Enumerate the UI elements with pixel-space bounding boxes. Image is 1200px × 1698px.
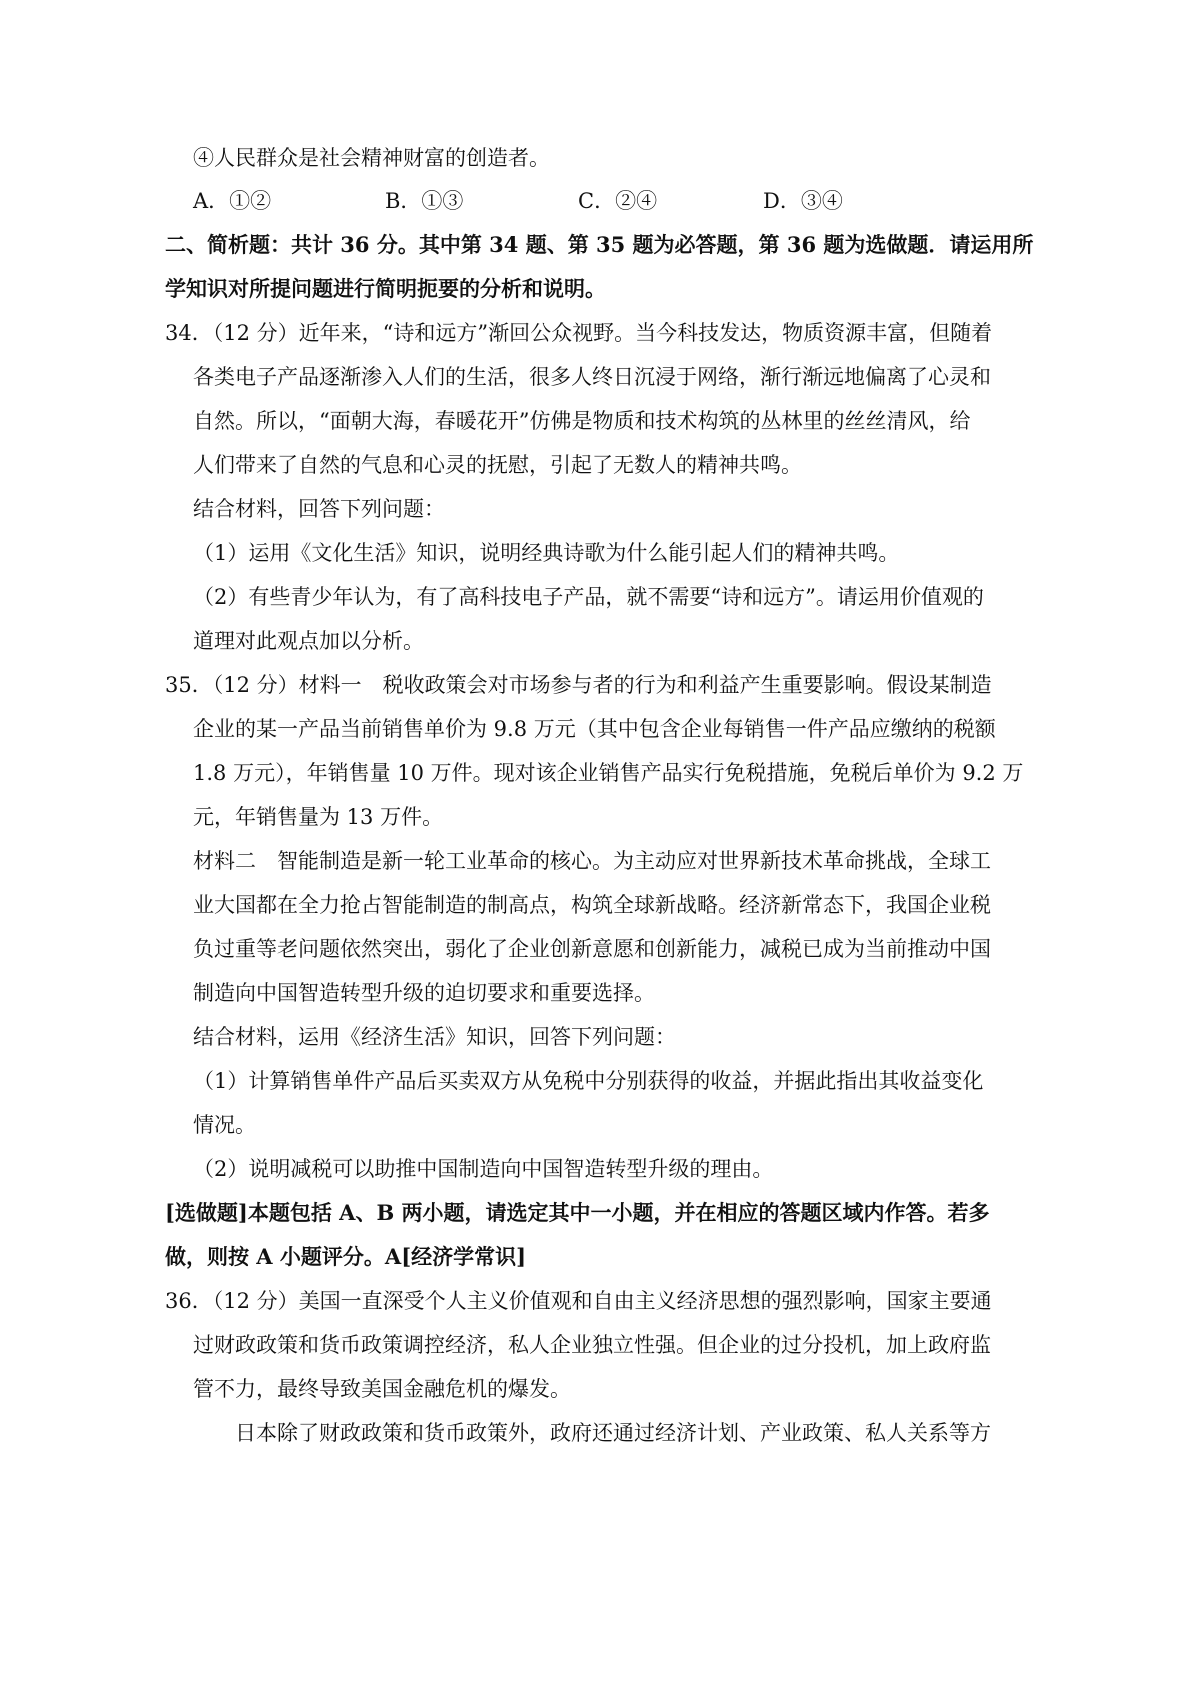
q35-sub2: （2）说明减税可以助推中国制造向中国智造转型升级的理由。 [193,1157,774,1181]
q35-prompt: 结合材料，运用《经济生活》知识，回答下列问题： [193,1025,676,1049]
q35-line4: 元，年销售量为 13 万件。 [193,805,444,829]
q35-material2-line1: 材料二 智能制造是新一轮工业革命的核心。为主动应对世界新技术革命挑战，全球工 [193,849,991,873]
q36-line3: 管不力，最终导致美国金融危机的爆发。 [193,1377,571,1401]
q35-material2-line3: 负过重等老问题依然突出，弱化了企业创新意愿和创新能力，减税已成为当前推动中国 [193,937,991,961]
elective-note-line2: 做，则按 A 小题评分。A[经济学常识] [165,1244,527,1269]
elective-note-line1: [选做题]本题包括 A、B 两小题，请选定其中一小题，并在相应的答题区域内作答。若多 [165,1200,990,1225]
choice-item-4: ④人民群众是社会精神财富的创造者。 [193,146,550,170]
q35-material2-line2: 业大国都在全力抢占智能制造的制高点，构筑全球新战略。经济新常态下，我国企业税 [193,893,991,917]
q34-line1: 34．（12 分）近年来，“诗和远方”渐回公众视野。当今科技发达，物质资源丰富，但随着 [165,321,993,345]
q34-line4: 人们带来了自然的气息和心灵的抚慰，引起了无数人的精神共鸣。 [193,453,802,477]
section-heading-line2: 学知识对所提问题进行简明扼要的分析和说明。 [165,276,606,301]
q35-line1: 35．（12 分）材料一 税收政策会对市场参与者的行为和利益产生重要影响。假设某制造 [165,673,992,697]
q34-sub1: （1）运用《文化生活》知识，说明经典诗歌为什么能引起人们的精神共鸣。 [193,541,900,565]
q34-prompt: 结合材料，回答下列问题： [193,497,445,521]
q34-sub2-line2: 道理对此观点加以分析。 [193,629,424,653]
option-a: A．①② [193,189,272,213]
option-b: B．①③ [385,189,464,213]
q35-material2-line4: 制造向中国智造转型升级的迫切要求和重要选择。 [193,981,655,1005]
q35-sub1-line1: （1）计算销售单件产品后买卖双方从免税中分别获得的收益，并据此指出其收益变化 [193,1069,984,1093]
q36-line1: 36．（12 分）美国一直深受个人主义价值观和自由主义经济思想的强烈影响，国家主要通 [165,1289,992,1313]
q35-line2: 企业的某一产品当前销售单价为 9.8 万元（其中包含企业每销售一件产品应缴纳的税额 [193,717,996,741]
q36-line2: 过财政政策和货币政策调控经济，私人企业独立性强。但企业的过分投机，加上政府监 [193,1333,991,1357]
q34-sub2-line1: （2）有些青少年认为，有了高科技电子产品，就不需要“诗和远方”。请运用价值观的 [193,585,984,609]
q35-sub1-line2: 情况。 [193,1113,256,1137]
section-heading-line1: 二、简析题：共计 36 分。其中第 34 题、第 35 题为必答题，第 36 题为选做题．请运用所 [165,232,1034,257]
option-c: C．②④ [578,189,658,213]
q36-line4: 日本除了财政政策和货币政策外，政府还通过经济计划、产业政策、私人关系等方 [235,1421,991,1445]
q35-line3: 1.8 万元），年销售量 10 万件。现对该企业销售产品实行免税措施，免税后单价为 9.2 万 [193,761,1024,785]
q34-line2: 各类电子产品逐渐渗入人们的生活，很多人终日沉浸于网络，渐行渐远地偏离了心灵和 [193,365,991,389]
option-d: D．③④ [763,189,843,213]
q34-line3: 自然。所以，“面朝大海，春暖花开”仿佛是物质和技术构筑的丛林里的丝丝清风，给 [193,409,971,433]
